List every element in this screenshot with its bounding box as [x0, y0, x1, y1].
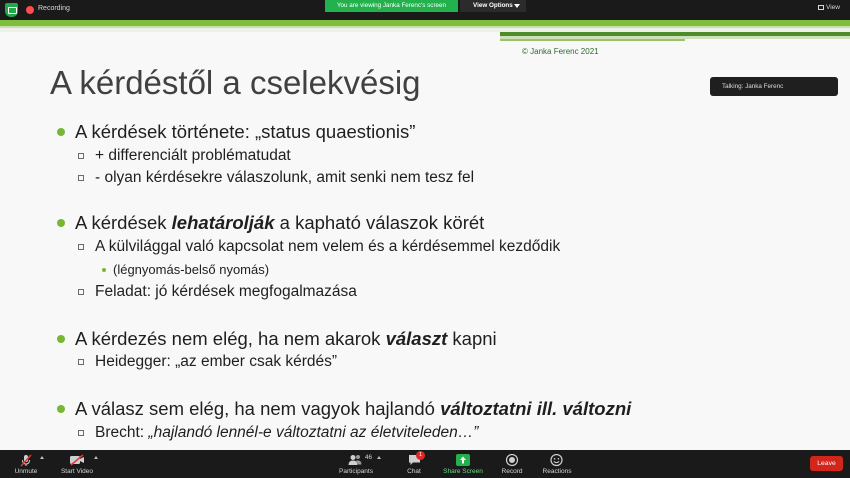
sub-bullet	[95, 283, 357, 301]
bullet-text: A kérdezés nem elég, ha nem akarok	[75, 328, 386, 349]
video-options-caret[interactable]	[94, 456, 98, 459]
meeting-toolbar	[0, 450, 850, 478]
bullet-1	[75, 121, 415, 143]
unmute-button[interactable]	[5, 450, 47, 478]
unmute-label: Unmute	[14, 468, 38, 475]
chat-button[interactable]	[398, 450, 430, 478]
sub-bullet-text: Feladat: jó kérdések megfogalmazása	[95, 283, 357, 300]
share-screen-button[interactable]	[440, 450, 486, 478]
bullet-dot-icon	[57, 335, 65, 343]
view-options-label: View Options	[473, 2, 513, 9]
chevron-down-icon	[514, 4, 520, 8]
viewing-screen-banner: You are viewing Janka Ferenc's screen	[325, 0, 458, 12]
record-icon	[505, 454, 519, 468]
share-screen-icon	[456, 454, 470, 466]
reactions-button[interactable]	[536, 450, 578, 478]
record-label: Record	[501, 468, 523, 475]
participants-options-caret[interactable]	[377, 456, 381, 459]
slide-title: A kérdéstől a cselekvésig	[50, 64, 421, 101]
slide-copyright: © Janka Ferenc 2021	[522, 47, 599, 56]
video-off-icon	[69, 454, 85, 466]
record-button[interactable]	[496, 450, 528, 478]
chat-label: Chat	[407, 468, 421, 475]
sub-sub-bullet-text: (légnyomás-belső nyomás)	[113, 262, 270, 277]
square-bullet-icon	[78, 175, 84, 181]
view-button[interactable]	[818, 4, 840, 11]
bullet-emphasis: lehatárolják	[171, 212, 275, 233]
microphone-muted-icon	[20, 454, 32, 467]
sub-bullet-text: Heidegger: „az ember csak kérdés”	[95, 353, 338, 370]
reactions-smiley-icon	[550, 454, 563, 467]
recording-icon	[26, 6, 34, 14]
participants-button[interactable]	[333, 450, 379, 478]
square-bullet-icon	[78, 430, 84, 436]
audio-options-caret[interactable]	[40, 456, 44, 459]
bullet-2	[75, 212, 484, 234]
talking-indicator: Talking: Janka Ferenc	[710, 77, 838, 96]
bullet-text: a kapható válaszok körét	[274, 212, 485, 233]
sub-bullet	[95, 424, 478, 442]
sub-sub-bullet	[113, 262, 269, 277]
decor-stripe	[500, 39, 685, 41]
share-screen-label: Share Screen	[443, 468, 483, 475]
bullet-text: A kérdések	[75, 212, 172, 233]
participants-label: Participants	[339, 468, 373, 475]
sub-bullet	[95, 353, 337, 371]
square-bullet-icon	[78, 153, 84, 159]
recording-label: Recording	[38, 5, 70, 12]
bullet-dot-icon	[102, 268, 106, 272]
sub-bullet	[95, 147, 291, 165]
bullet-dot-icon	[57, 405, 65, 413]
bullet-text: A válasz sem elég, ha nem vagyok hajlandó	[75, 398, 441, 419]
sub-bullet-text: + differenciált problématudat	[95, 147, 291, 164]
sub-bullet	[95, 238, 560, 256]
start-video-button[interactable]	[55, 450, 99, 478]
sub-bullet-emphasis: „hajlandó lennél-e változtatni az életviteleden…”	[148, 424, 479, 441]
bullet-3	[75, 328, 497, 350]
chat-notification-badge: 1	[416, 451, 425, 460]
meeting-top-bar	[0, 0, 850, 20]
shield-icon[interactable]	[5, 3, 18, 17]
square-bullet-icon	[78, 244, 84, 250]
participants-count: 46	[365, 454, 373, 461]
gallery-view-icon	[818, 5, 824, 10]
bullet-text: A kérdések története: „status quaestionis”	[75, 121, 416, 142]
sub-bullet-text: - olyan kérdésekre válaszolunk, amit senki nem tesz fel	[95, 169, 475, 186]
participants-icon	[348, 454, 362, 466]
square-bullet-icon	[78, 359, 84, 365]
reactions-label: Reactions	[542, 468, 572, 475]
sub-bullet-text: Brecht:	[95, 424, 149, 441]
bullet-emphasis: választ	[385, 328, 448, 349]
view-button-label: View	[826, 4, 840, 11]
bullet-emphasis: változtatni ill. változni	[440, 398, 632, 419]
sub-bullet	[95, 169, 474, 187]
shared-screen-slide	[0, 20, 850, 450]
view-options-button[interactable]	[460, 0, 526, 12]
bullet-4	[75, 398, 631, 420]
bullet-dot-icon	[57, 219, 65, 227]
bullet-text: kapni	[447, 328, 497, 349]
bullet-dot-icon	[57, 128, 65, 136]
square-bullet-icon	[78, 289, 84, 295]
start-video-label: Start Video	[60, 468, 94, 475]
leave-button[interactable]: Leave	[810, 456, 843, 471]
sub-bullet-text: A külvilággal való kapcsolat nem velem és a kérdésemmel kezdődik	[95, 238, 561, 255]
